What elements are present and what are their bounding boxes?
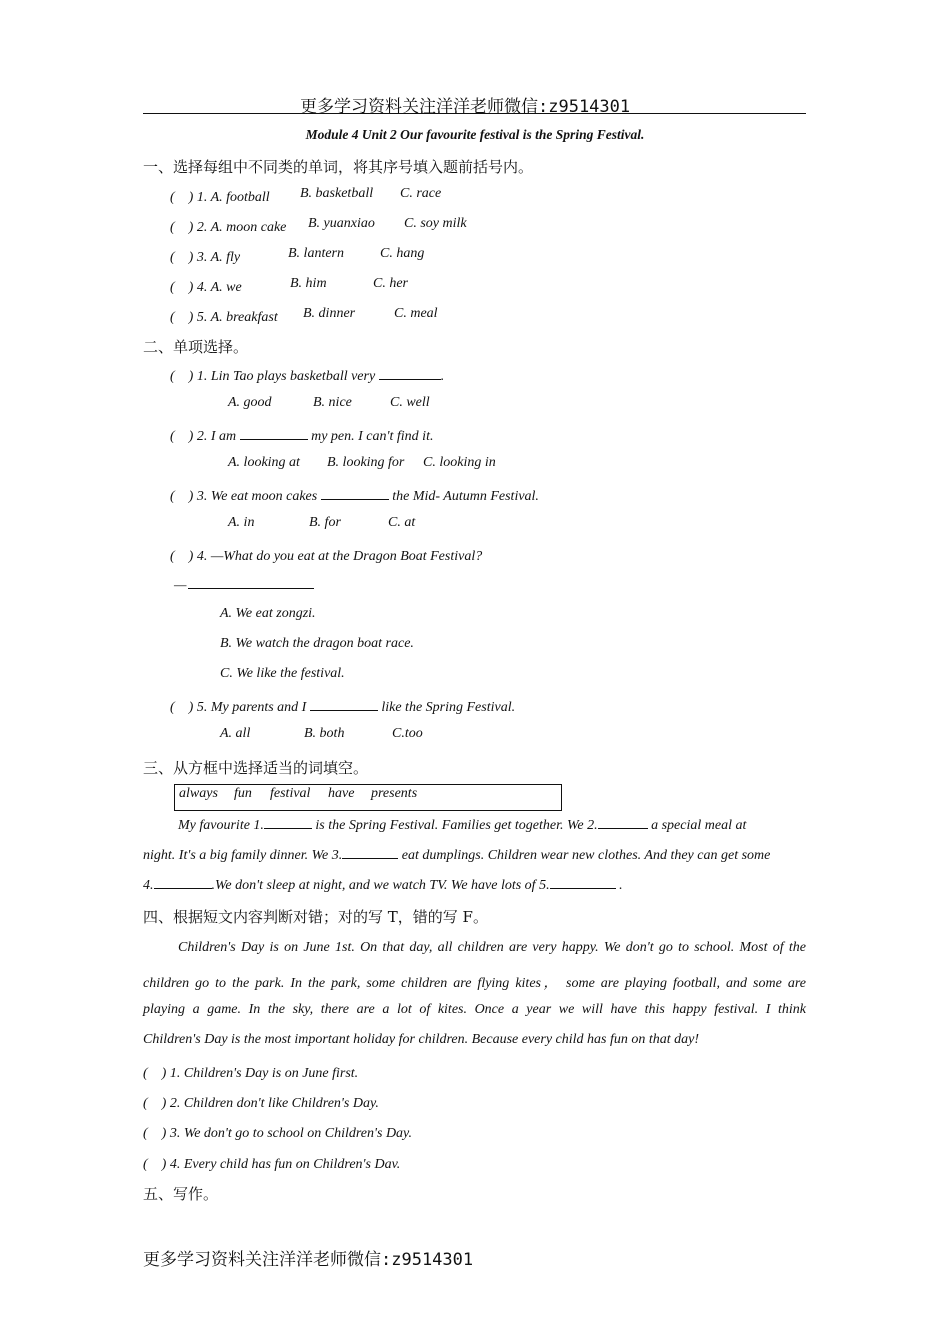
cloze-line-1 [178, 816, 746, 834]
tf-item: ( ) 1. Children's Day is on June first. [143, 1066, 359, 1081]
option-a: A. in [228, 515, 255, 530]
option-b: B. for [309, 515, 341, 530]
option-b: B. lantern [288, 246, 344, 261]
blank-2[interactable] [598, 816, 648, 829]
option-c: C. race [400, 186, 442, 201]
option-a: A. all [220, 726, 251, 741]
cloze-line-2 [143, 846, 770, 864]
cloze-text: .We don't sleep at night, and we watch TV. We have lots of 5. [211, 878, 550, 893]
option-a: A. good [228, 395, 272, 410]
cloze-text: 4. [143, 878, 154, 893]
cloze-text: is the Spring Festival. Families get together. We 2. [311, 818, 598, 833]
option-c: C. her [373, 276, 408, 291]
option-c: C. at [388, 515, 416, 530]
option-a: A. looking at [228, 455, 300, 470]
passage-line: Children's Day is the most important holiday for children. Because every child has fun on that day! [143, 1032, 700, 1047]
cloze-line-3 [143, 876, 623, 894]
blank-1[interactable] [264, 816, 312, 829]
option-c: C. well [390, 395, 430, 410]
item-label: ( ) 4. A. we [170, 280, 242, 295]
question-stem-end: . [440, 369, 445, 384]
question-1 [170, 365, 444, 385]
question-4: ( ) 4. —What do you eat at the Dragon Boat Festival? [170, 549, 483, 564]
word-bank-word: presents [371, 786, 418, 801]
option-b: B. basketball [300, 186, 374, 201]
option-c: C. We like the festival. [220, 666, 345, 681]
answer-blank[interactable] [310, 698, 378, 711]
option-b: B. both [304, 726, 345, 741]
question-stem: ( ) 5. My parents and I [170, 700, 310, 715]
section4-heading: 四、根据短文内容判断对错；对的写 T，错的写 F。 [143, 908, 488, 926]
question-stem-end: my pen. I can't find it. [307, 429, 434, 444]
blank-5[interactable] [550, 876, 616, 889]
cloze-text: eat dumplings. Children wear new clothes. And they can get some [398, 848, 771, 863]
question-stem: ( ) 1. Lin Tao plays basketball very [170, 369, 379, 384]
word-bank-word: fun [234, 786, 252, 801]
cloze-text: night. It's a big family dinner. We 3. [143, 848, 343, 863]
option-c: C. hang [380, 246, 425, 261]
option-c: C. soy milk [404, 216, 467, 231]
item-label: ( ) 5. A. breakfast [170, 310, 278, 325]
blank-3[interactable] [342, 846, 398, 859]
answer-blank[interactable] [240, 427, 308, 440]
word-bank-word: always [179, 786, 218, 801]
question-stem-end: like the Spring Festival. [377, 700, 516, 715]
option-c: C. meal [394, 306, 438, 321]
question-2 [170, 425, 433, 445]
option-b: B. him [290, 276, 327, 291]
answer-blank[interactable] [379, 367, 441, 380]
answer-blank[interactable] [188, 576, 314, 589]
tf-item: ( ) 4. Every child has fun on Children's Dav. [143, 1157, 401, 1172]
tf-item: ( ) 2. Children don't like Children's Day. [143, 1096, 379, 1111]
header-text: 更多学习资料关注洋洋老师微信:z9514301 [300, 97, 631, 117]
question-5 [170, 696, 515, 716]
section2-heading: 二、单项选择。 [143, 338, 249, 356]
section3-heading: 三、从方框中选择适当的词填空。 [143, 759, 369, 777]
item-label: ( ) 2. A. moon cake [170, 220, 287, 235]
question-stem: ( ) 3. We eat moon cakes [170, 489, 321, 504]
item-label: ( ) 1. A. football [170, 190, 270, 205]
item-label: ( ) 3. A. fly [170, 250, 241, 265]
word-bank-box [174, 784, 562, 811]
dash: — [174, 578, 187, 593]
passage-line: children go to the park. In the park, some children are flying kites， some are playing football, and some are [143, 976, 806, 991]
cloze-text: a special meal at [647, 818, 747, 833]
page-title: Module 4 Unit 2 Our favourite festival is the Spring Festival. [305, 127, 645, 142]
blank-4[interactable] [154, 876, 212, 889]
cloze-text: . [615, 878, 623, 893]
answer-blank[interactable] [321, 487, 389, 500]
header-rule [143, 113, 806, 114]
option-b: B. looking for [327, 455, 405, 470]
passage-line: playing a game. In the sky, there are a lot of kites. Once a year we will have this happy festival. I think [143, 1002, 806, 1017]
section5-heading: 五、写作。 [143, 1185, 219, 1203]
option-b: B. We watch the dragon boat race. [220, 636, 414, 651]
question-stem: ( ) 2. I am [170, 429, 240, 444]
answer-line [174, 576, 314, 594]
word-bank-word: have [328, 786, 355, 801]
cloze-text: My favourite 1. [178, 818, 264, 833]
word-bank-word: festival [270, 786, 311, 801]
question-3 [170, 485, 539, 505]
option-c: C.too [392, 726, 423, 741]
passage-line: Children's Day is on June 1st. On that day, all children are very happy. We don't go to school. Most of the [178, 940, 806, 955]
footer-text: 更多学习资料关注洋洋老师微信:z9514301 [143, 1250, 474, 1270]
section1-heading: 一、选择每组中不同类的单词，将其序号填入题前括号内。 [143, 158, 534, 176]
option-b: B. yuanxiao [308, 216, 375, 231]
tf-item: ( ) 3. We don't go to school on Children's Day. [143, 1126, 412, 1141]
option-c: C. looking in [423, 455, 496, 470]
option-b: B. dinner [303, 306, 356, 321]
question-stem-end: the Mid- Autumn Festival. [388, 489, 539, 504]
option-a: A. We eat zongzi. [220, 606, 316, 621]
option-b: B. nice [313, 395, 352, 410]
